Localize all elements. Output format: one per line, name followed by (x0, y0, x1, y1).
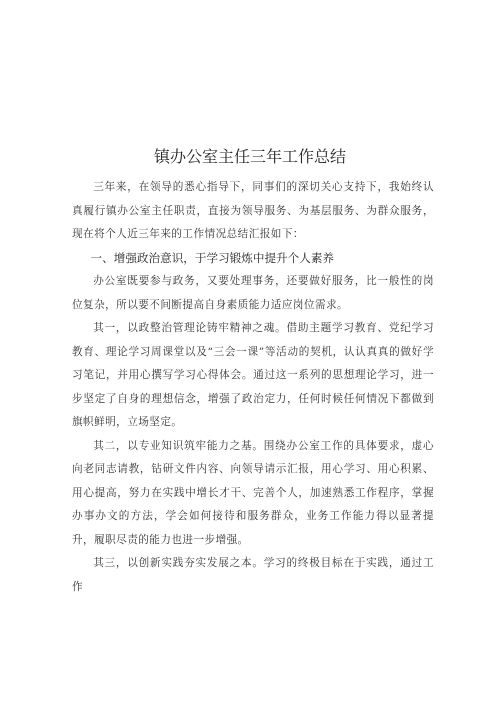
section-heading-1: 一、增强政治意识，于学习锻炼中提升个人素养 (90, 250, 335, 265)
document-title: 镇办公室主任三年工作总结 (153, 147, 346, 166)
document-body (72, 176, 434, 599)
section-1-paragraph-2: 其一，以政整治管理论铸牢精神之魂。借助主题学习教育、党纪学习教育、理论学习周课堂以及“三会一课”等活动的契机，认认真真的做好学习笔记，并用心撰写学习心得体会。通过这一系列的思想理论学习，进一步坚定了自身的理想信念，增强了政治定力，任何时候任何情况下都做到旗帜鲜明，立场坚定。 (72, 322, 434, 428)
section-1-paragraph-3: 其二，以专业知识筑牢能力之基。围绕办公室工作的具体要求，虚心向老同志请教，钻研文件内容、向领导请示汇报，用心学习、用心积累、用心提高，努力在实践中增长才干、完善个人，加速熟悉工作程序，掌握办事办文的方法，学会如何接待和服务群众，业务工作能力得以显著提升，履职尽责的能力也进一步增强。 (72, 439, 434, 546)
intro-paragraph: 三年来，在领导的悉心指导下，同事们的深切关心支持下，我始终认真履行镇办公室主任职责，直接为领导服务、为基层服务、为群众服务，现在将个人近三年来的工作情况总结汇报如下： (72, 181, 434, 240)
section-1-paragraph-4: 其三，以创新实践夯实发展之本。学习的终极目标在于实践，通过工作 (72, 557, 434, 593)
section-1-paragraph-1: 办公室既要参与政务，又要处理事务，还要做好服务，比一般性的岗位复杂，所以要不间断提高自身素质能力适应岗位需求。 (72, 275, 434, 311)
